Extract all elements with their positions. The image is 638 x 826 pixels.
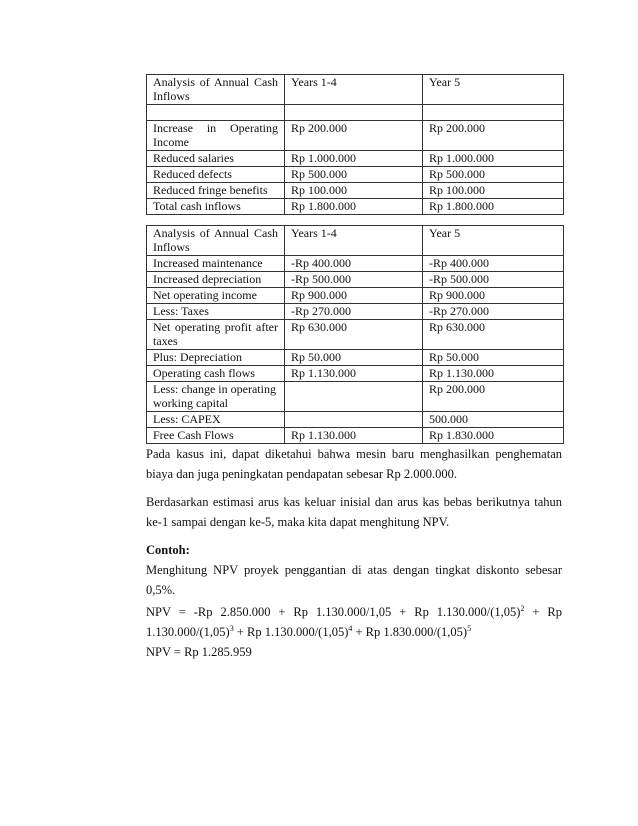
table-cell: -Rp 270.000 [285,304,423,320]
table-cell: Plus: Depreciation [147,350,285,366]
table-cell: Net operating income [147,288,285,304]
table-row [147,350,564,366]
annual-cash-inflows-table [146,74,564,215]
table-cell: -Rp 500.000 [285,272,423,288]
table-cell: Rp 100.000 [423,183,564,199]
table-cell: -Rp 270.000 [423,304,564,320]
formula-line-2: $1.130.000/(1,05)^3 + Rp$ $1.130.000/(1,05)^4 + Rp$ $1.830.000/(1,05)^5$ [146,624,472,639]
header-cell: Years 1-4 [285,75,423,105]
table-cell: Total cash inflows [147,199,285,215]
table-row [147,428,564,444]
table-row [147,288,564,304]
header-cell: Analysis of Annual Cash Inflows [147,75,285,105]
free-cash-flows-table [146,225,564,444]
table-header-row [147,226,564,256]
header-cell: Years 1-4 [285,226,423,256]
table-cell [285,382,423,412]
table-cell: Rp 900.000 [423,288,564,304]
table-cell: Less: change in operating working capital [147,382,285,412]
table-cell: Reduced fringe benefits [147,183,285,199]
table-empty-row [147,105,564,121]
table-cell: -Rp 400.000 [423,256,564,272]
table-cell: Rp 1.800.000 [285,199,423,215]
paragraph-savings: Pada kasus ini, dapat diketahui bahwa mesin baru menghasilkan penghematan biaya dan juga peningkatan pendapatan sebesar Rp 2.000.000. [146,447,562,481]
table-cell: Rp 1.130.000 [423,366,564,382]
table-cell: Rp 1.830.000 [423,428,564,444]
table-cell: Free Cash Flows [147,428,285,444]
table-cell: Rp 200.000 [285,121,423,151]
table-cell: Rp 50.000 [423,350,564,366]
table-cell: Rp 630.000 [423,320,564,350]
table-row [147,167,564,183]
table-cell: Rp 1.000.000 [285,151,423,167]
table-cell [423,105,564,121]
table-cell: Rp 100.000 [285,183,423,199]
table-cell: Operating cash flows [147,366,285,382]
table-cell: Rp 1.130.000 [285,428,423,444]
table-header-row [147,75,564,105]
table-cell: Increase in Operating Income [147,121,285,151]
table-cell: Rp 1.000.000 [423,151,564,167]
table-row [147,199,564,215]
table-cell [147,105,285,121]
header-cell: Year 5 [423,226,564,256]
table-cell: Rp 50.000 [285,350,423,366]
paragraph-npv-basis: Berdasarkan estimasi arus kas keluar inisial dan arus kas bebas berikutnya tahun ke-1 sampai dengan ke-5, maka kita dapat menghitung NPV. [146,495,562,529]
table-cell: Rp 200.000 [423,121,564,151]
npv-formula [146,602,562,662]
npv-result: NPV = Rp 1.285.959 [146,645,252,659]
table-cell: Rp 900.000 [285,288,423,304]
table-row [147,256,564,272]
table-cell: Rp 200.000 [423,382,564,412]
example-heading: Contoh: [146,543,190,557]
table-row [147,272,564,288]
table-cell: Net operating profit after taxes [147,320,285,350]
table-cell: 500.000 [423,412,564,428]
table-cell: Rp 1.800.000 [423,199,564,215]
table-cell: Less: CAPEX [147,412,285,428]
paragraph-example: Menghitung NPV proyek penggantian di atas dengan tingkat diskonto sebesar 0,5%. [146,563,562,597]
formula-line-1: NPV = -Rp 2.850.000 + Rp 1.130.000/1,05 + Rp $1.130.000/(1,05)^2 + Rp$ [146,604,562,619]
table-cell: Reduced defects [147,167,285,183]
table-cell: Increased depreciation [147,272,285,288]
table-cell: Rp 630.000 [285,320,423,350]
table-row [147,382,564,412]
table-cell: -Rp 400.000 [285,256,423,272]
table-row [147,412,564,428]
table-cell: Reduced salaries [147,151,285,167]
table-row [147,366,564,382]
table-row [147,304,564,320]
table-cell: -Rp 500.000 [423,272,564,288]
table-cell: Rp 500.000 [423,167,564,183]
table-cell: Less: Taxes [147,304,285,320]
table-row [147,121,564,151]
table-row [147,183,564,199]
header-cell: Analysis of Annual Cash Inflows [147,226,285,256]
table-row [147,151,564,167]
header-cell: Year 5 [423,75,564,105]
table-cell: Rp 500.000 [285,167,423,183]
table-cell: Increased maintenance [147,256,285,272]
table-row [147,320,564,350]
table-cell: Rp 1.130.000 [285,366,423,382]
table-cell [285,105,423,121]
table-cell [285,412,423,428]
